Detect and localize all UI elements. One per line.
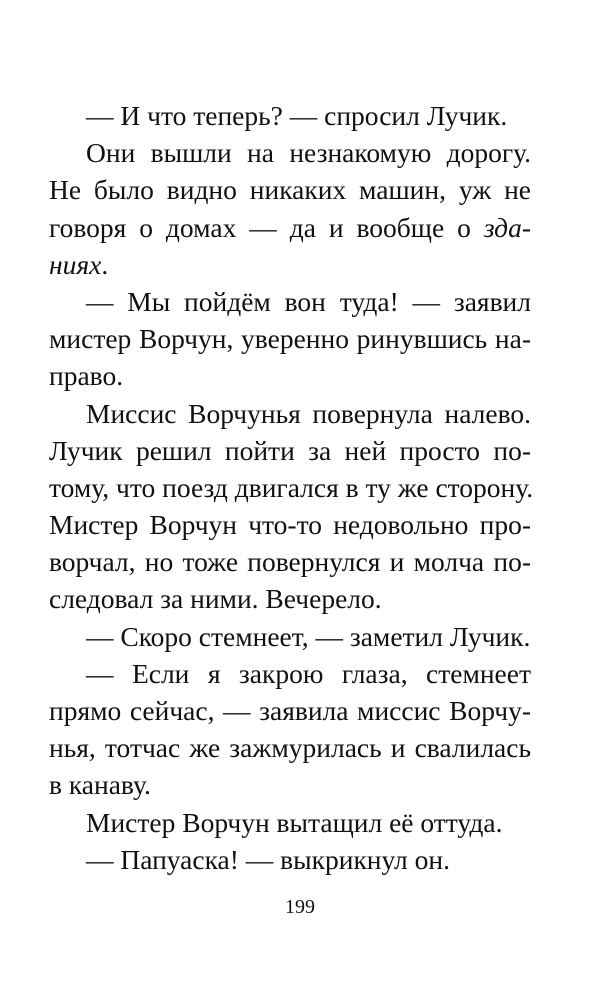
- text-line: [49, 209, 531, 246]
- text-line: мистер Ворчун, уверенно ринувшись на-: [49, 323, 531, 355]
- text-line: нья, тотчас же зажмурилась и свалилась: [49, 732, 531, 764]
- page-text: [49, 97, 534, 878]
- text-line: в канаву.: [49, 769, 151, 801]
- text-line: Не было видно никаких машин, уж не: [49, 174, 531, 206]
- italic-fragment: ниях: [49, 248, 102, 280]
- text-line: — Если я закрою глаза, стемнеет: [86, 657, 531, 689]
- text-line: Миссис Ворчунья повернула налево.: [86, 397, 531, 429]
- text-line: следовал за ними. Вечерело.: [49, 583, 382, 615]
- text-fragment: .: [101, 248, 109, 280]
- text-line: Мистер Ворчун что-то недовольно про-: [49, 509, 531, 541]
- text-line: Мистер Ворчун вытащил её оттуда.: [86, 806, 503, 838]
- text-line: — Скоро стемнеет, — заметил Лучик.: [86, 620, 531, 652]
- text-line: прямо сейчас, — заявила миссис Ворчу-: [49, 695, 531, 726]
- text-line: — Мы пойдём вон туда! — заявил: [86, 285, 531, 317]
- text-line: — Папуаска! — выкрикнул он.: [86, 843, 450, 875]
- text-line: право.: [49, 360, 124, 392]
- italic-fragment: зда-: [483, 211, 531, 243]
- text-fragment: говоря о домах — да и вообще о: [49, 211, 484, 243]
- text-line: [49, 246, 531, 283]
- text-line: Они вышли на незнакомую дорогу.: [86, 137, 531, 169]
- text-line: тому, что поезд двигался в ту же сторону.: [49, 471, 534, 503]
- text-line: Лучик решил пойти за ней просто по-: [49, 434, 531, 466]
- text-line: — И что теперь? — спросил Лучик.: [86, 100, 508, 131]
- page-number: 199: [285, 896, 315, 918]
- text-line: ворчал, но тоже повернулся и молча по-: [49, 546, 531, 578]
